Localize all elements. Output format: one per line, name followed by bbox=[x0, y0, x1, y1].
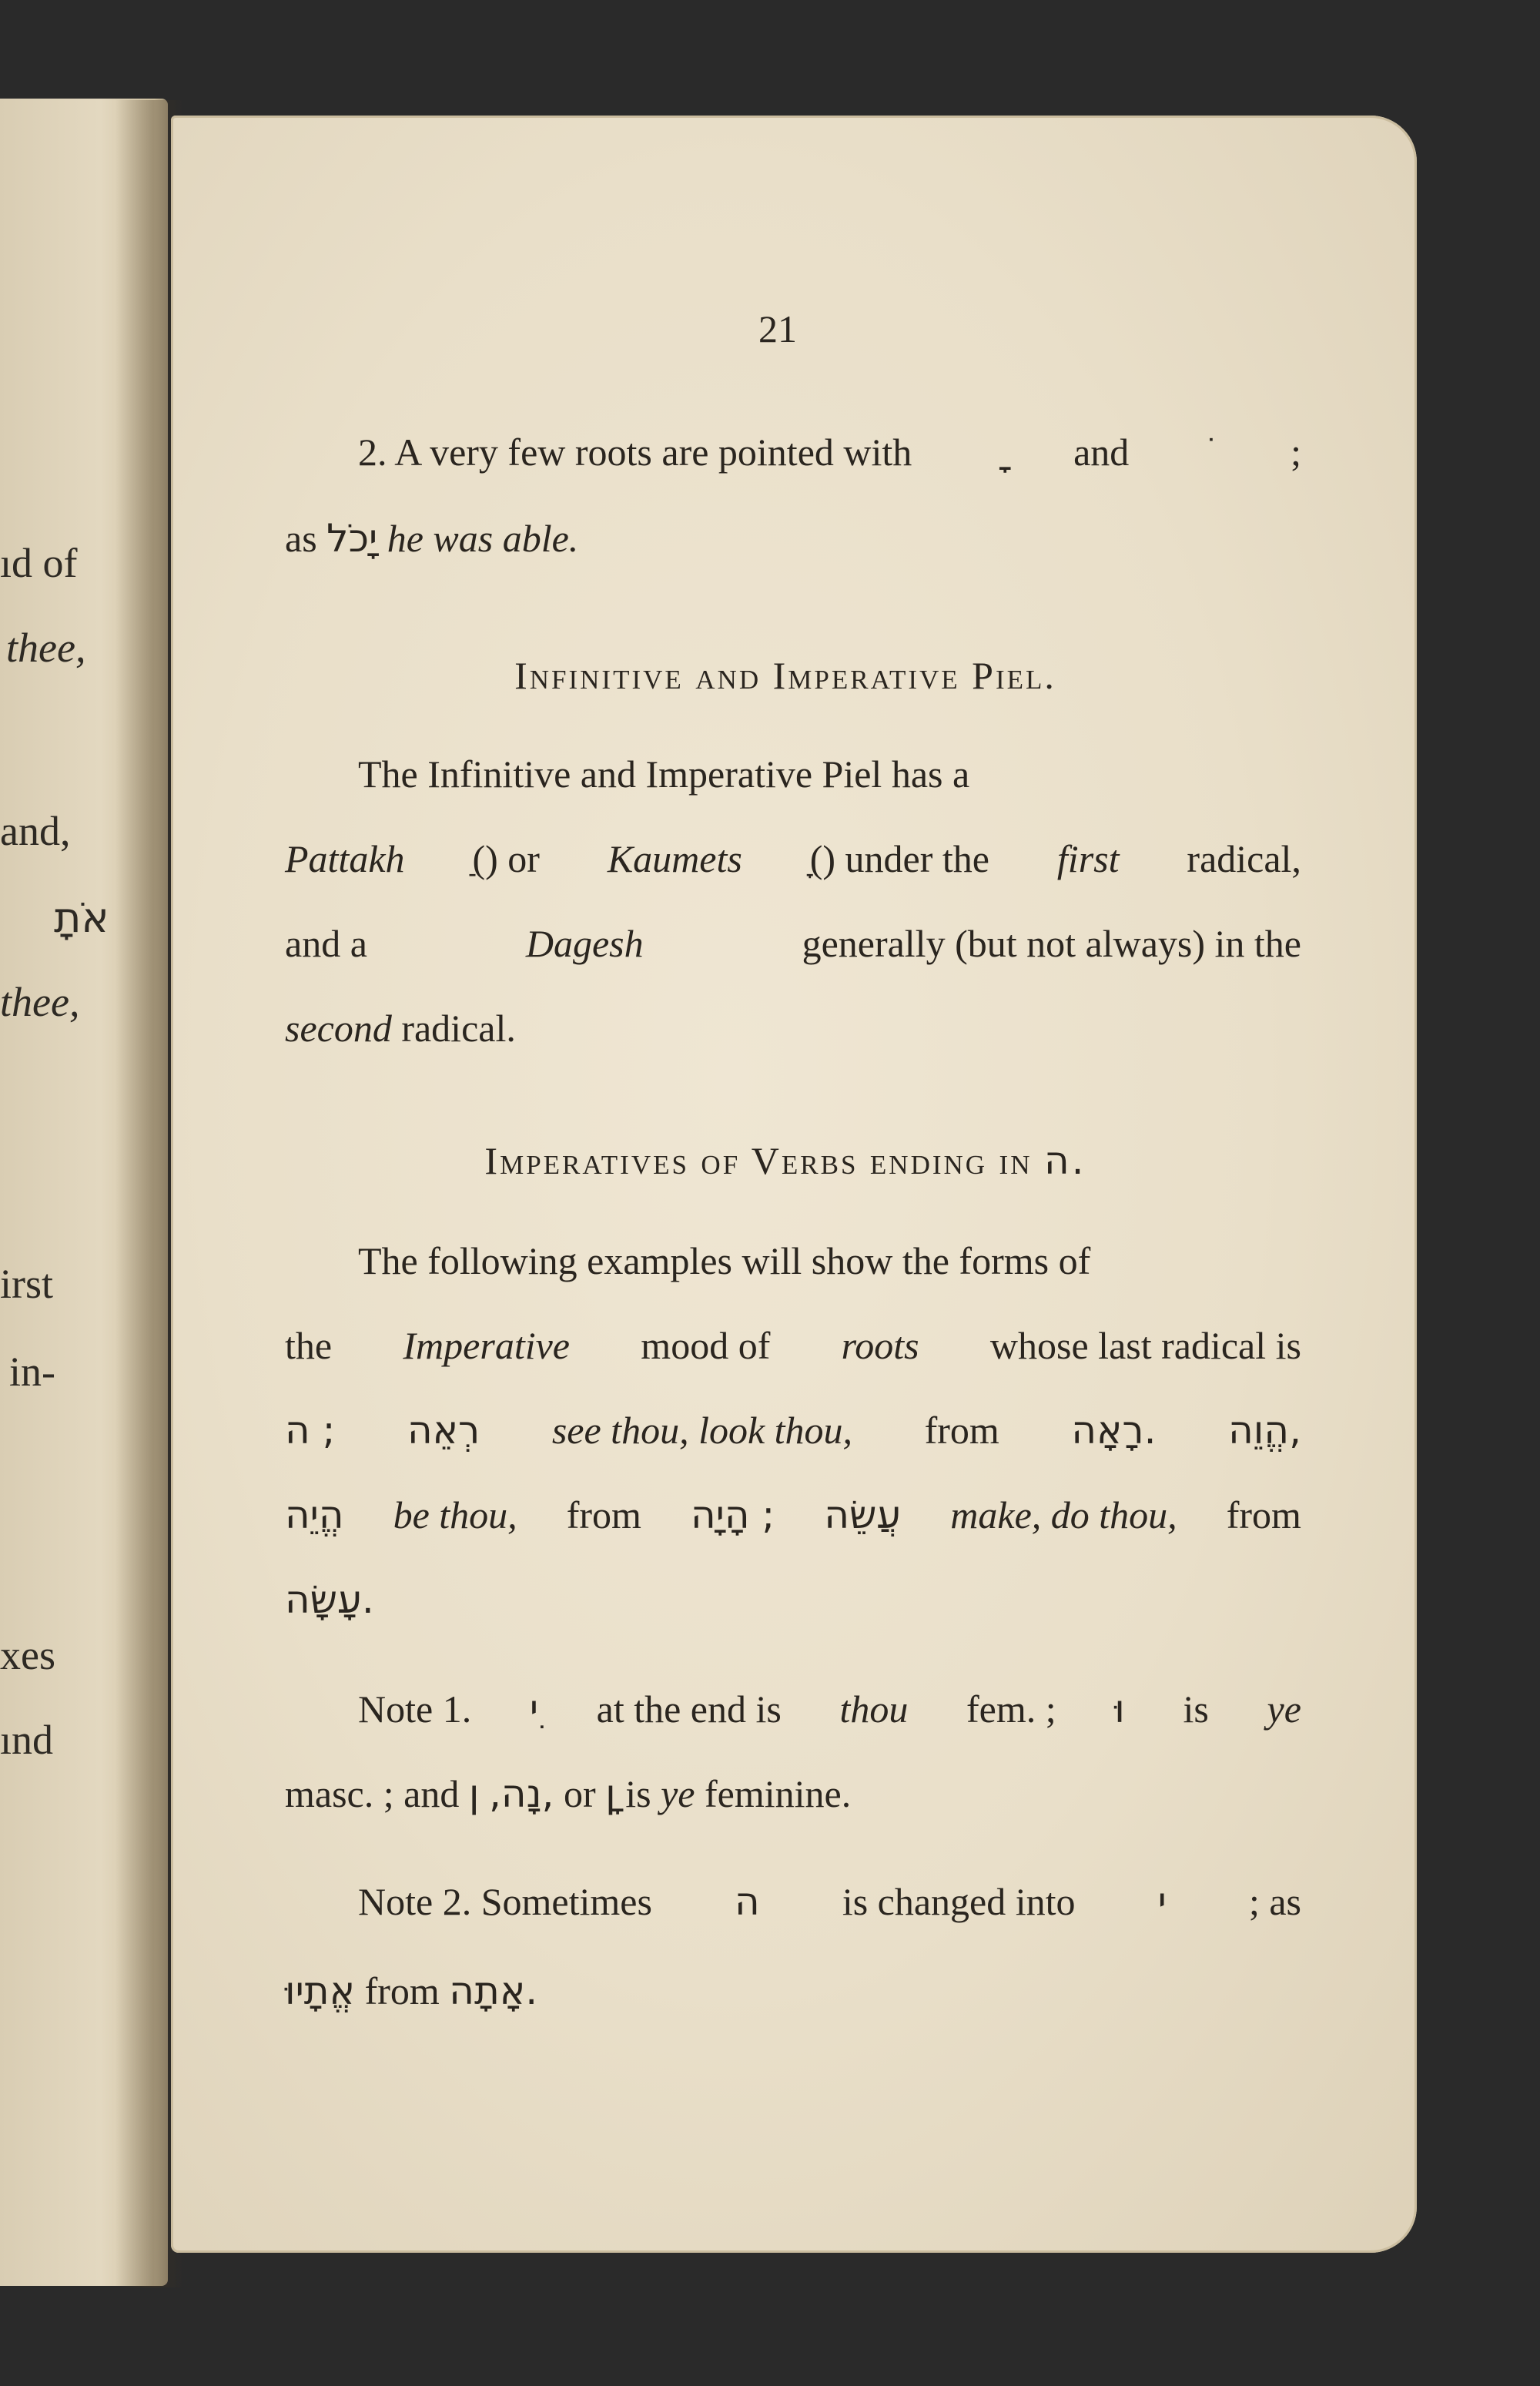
note2-line2: אֱתָיוּ from אָתָה. bbox=[285, 1969, 538, 2013]
left-fragment: אֹתָ bbox=[54, 893, 109, 942]
para1-line2: as יָכֹל he was able. bbox=[285, 516, 579, 561]
section-heading: Infinitive and Imperative Piel. bbox=[514, 654, 1056, 697]
note1-line2: masc. ; and נָה, ן, or ָן is ye feminine. bbox=[285, 1771, 852, 1816]
left-fragment: in- bbox=[9, 1349, 55, 1395]
left-fragment: ıd of bbox=[0, 540, 78, 586]
para3-line4: הֱיֵה be thou, from הָיָה ; עֲשֵׂה make, do thou, from bbox=[285, 1493, 1301, 1537]
left-fragment: and, bbox=[0, 808, 71, 854]
left-fragment: thee, bbox=[0, 979, 80, 1025]
section-heading: Imperatives of Verbs ending in ה. bbox=[484, 1138, 1086, 1183]
left-fragment: xes bbox=[0, 1632, 55, 1678]
note1-line1: Note 1. ִי at the end is thou fem. ; וּ is ye bbox=[358, 1687, 1301, 1731]
para1-line1: 2. A very few roots are pointed with and ; bbox=[358, 431, 1301, 474]
para3-line3: ה ; רְאֵה see thou, look thou, from רָאָה. הֱוֵה, bbox=[285, 1408, 1301, 1453]
para3-line2: the Imperative mood of roots whose last radical is bbox=[285, 1324, 1301, 1367]
para3-line1: The following examples will show the forms of bbox=[358, 1239, 1091, 1282]
left-fragment: thee, bbox=[6, 625, 86, 671]
para3-line5: עָשָׂה. bbox=[285, 1577, 374, 1622]
para2-line1: The Infinitive and Imperative Piel has a bbox=[358, 752, 970, 796]
para2-line2: Pattakh (ַ) or Kaumets (ָ) under the first radical, bbox=[285, 837, 1301, 880]
note2-line1: Note 2. Sometimes ה is changed into י ; as bbox=[358, 1879, 1301, 1924]
para2-line4: second radical. bbox=[285, 1007, 516, 1050]
page-number: 21 bbox=[758, 307, 797, 350]
left-fragment: ınd bbox=[0, 1717, 54, 1763]
para2-line3: and a Dagesh generally (but not always) in the bbox=[285, 922, 1301, 965]
left-fragment: irst bbox=[0, 1261, 54, 1307]
